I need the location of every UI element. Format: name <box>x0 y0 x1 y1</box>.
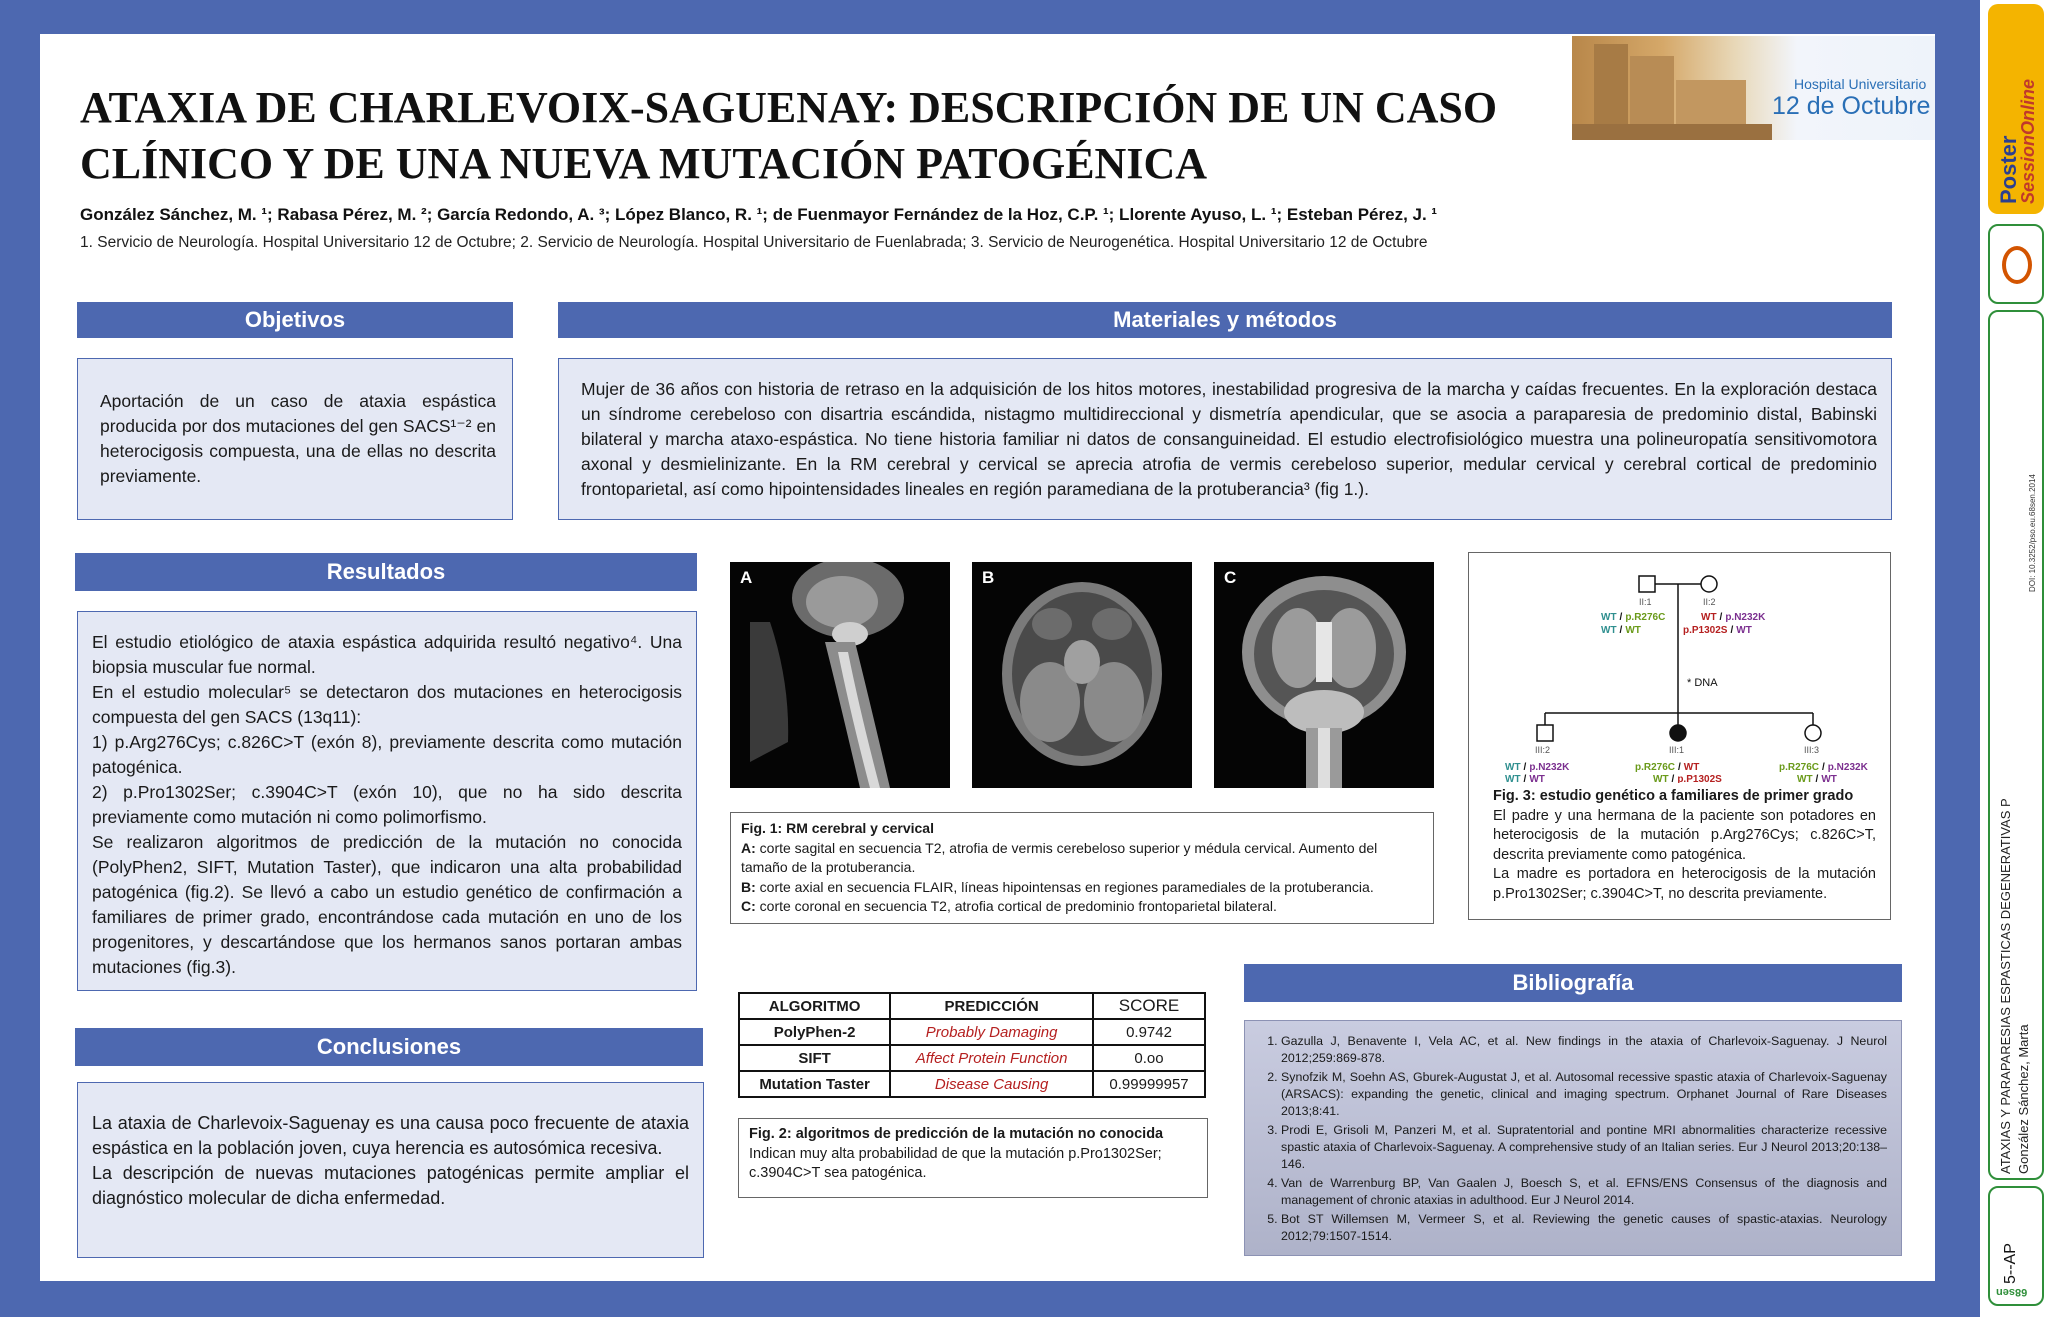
section-header-conclusiones: Conclusiones <box>75 1028 703 1066</box>
building-shape <box>1630 56 1674 124</box>
resultados-box <box>77 611 697 991</box>
fig3-p2: La madre es portadora en heterocigosis de la mutación p.Pro1302Ser; c.3904C>T, no descrita previamente. <box>1493 866 1876 902</box>
resultados-p4: 2) p.Pro1302Ser; c.3904C>T (exón 10), que no ha sido descrita previamente como mutación ni como polimorfismo. <box>92 782 682 827</box>
conclusiones-box <box>77 1082 704 1258</box>
poster-title: ATAXIA DE CHARLEVOIX-SAGUENAY: DESCRIPCIÓN DE UN CASO CLÍNICO Y DE UNA NUEVA MUTACIÓN PATOGÉNICA <box>80 83 1498 188</box>
fig1-title: Fig. 1: RM cerebral y cervical <box>741 820 934 836</box>
fig1-line-b: B: corte axial en secuencia FLAIR, líneas hipointensas en regiones paramediales de la protuberancia. <box>741 878 1374 895</box>
section-header-objetivos: Objetivos <box>77 302 513 338</box>
svg-text:WT/p.P1302S: WT / p.P1302S <box>1653 774 1722 783</box>
pedigree-father <box>1639 576 1655 592</box>
conclusiones-p1: La ataxia de Charlevoix-Saguenay es una causa poco frecuente de ataxia espástica en la población joven, cuya herencia es autosómica recesiva. <box>92 1113 689 1158</box>
fig1-caption <box>730 812 1434 924</box>
authors: González Sánchez, M. ¹; Rabasa Pérez, M. ²; García Redondo, A. ³; López Blanco, R. ¹; de Fuenmayor Fernández de la Hoz, C.P. ¹; Llorente Ayuso, L. ¹; Esteban Pérez, J. ¹ <box>80 205 1438 224</box>
table-cell: 0.99999957 <box>1093 1071 1205 1097</box>
mri-axial-image <box>972 562 1192 788</box>
sidebar-info-box <box>1988 310 2044 1180</box>
fig2-title: Fig. 2: algoritmos de predicción de la mutación no conocida <box>749 1126 1164 1142</box>
sen-code: 68sen <box>1996 1286 2028 1298</box>
doi-text: DOI: 10.3252/pso.eu.68sen.2014 <box>2028 474 2037 592</box>
table-header: ALGORITMO <box>739 993 890 1019</box>
mri-coronal-drawing <box>1214 562 1434 788</box>
table-cell: Disease Causing <box>890 1071 1093 1097</box>
pedigree-sister <box>1805 725 1821 741</box>
pedigree-id: II:1 <box>1639 597 1652 607</box>
section-header-resultados: Resultados <box>75 553 697 591</box>
objetivos-box <box>77 358 513 520</box>
table-cell: Mutation Taster <box>739 1071 890 1097</box>
resultados-p1: El estudio etiológico de ataxia espástica adquirida resultó negativo⁴. Una biopsia muscular fue normal. <box>92 632 682 677</box>
table-header: PREDICCIÓN <box>890 993 1093 1019</box>
svg-text:p.R276C/p.N232K: p.R276C / p.N232K <box>1779 762 1868 773</box>
building-shape <box>1594 44 1628 124</box>
resultados-p5: Se realizaron algoritmos de predicción de la mutación no conocida (PolyPhen2, SIFT, Mutation Taster), que indicaron una alta probabilidad patogénica (fig.2). Se llevó a cabo un estudio genético de confirmación a familiares de primer grado, encontrándose cada mutación en uno de los progenitores, y descartándose que los hermanos sanos portaran ambas mutaciones (fig.3). <box>92 832 682 977</box>
table-cell: PolyPhen-2 <box>739 1019 890 1045</box>
right-sidebar <box>1980 0 2048 1317</box>
logo-line2: 12 de Octubre <box>1772 92 1931 120</box>
algorithm-table <box>738 992 1206 1098</box>
fig1-line-a: A: corte sagital en secuencia T2, atrofia de vermis cerebeloso superior y médula cervical. Aumento del tamaño de la protuberancia. <box>741 839 1378 875</box>
sen-logo-box <box>1988 224 2044 304</box>
bibliography-item: 2. Synofzik M, Soehn AS, Gburek-Augustat J, et al. Autosomal recessive spastic ataxia of Charlevoix-Saguenay (ARSACS): expanding the genetic, clinical and imaging spectrum. Orphanet Journal of Rare Diseases 2013;8:41. <box>1281 1069 1887 1120</box>
conclusiones-p2: La descripción de nuevas mutaciones patogénicas permite ampliar el diagnóstico molecular de dicha enfermedad. <box>92 1163 689 1208</box>
fig2-caption <box>738 1118 1208 1198</box>
svg-text:p.P1302S/WT: p.P1302S / WT <box>1683 625 1752 636</box>
logo-line1: Hospital Universitario <box>1794 76 1927 92</box>
pedigree-id: III:2 <box>1535 745 1551 755</box>
bibliography-item: 1. Gazulla J, Benavente I, Vela AC, et al. New findings in the ataxia of Charlevoix-Saguenay. J Neurol 2012;259:869-878. <box>1281 1033 1887 1067</box>
fig3-p1: El padre y una hermana de la paciente son potadores en heterocigosis de la mutación p.Arg276Cys; c.826C>T, descrita previamente como patogénica. <box>1493 807 1876 863</box>
svg-text:WT/p.N232K: WT / p.N232K <box>1505 762 1570 773</box>
section-header-bibliografia: Bibliografía <box>1244 964 1902 1002</box>
brand-session: SessionOnline <box>2018 78 2038 204</box>
table-row <box>739 1045 1205 1071</box>
brand-poster: Poster <box>1996 135 2021 204</box>
bibliography-item: 5. Bot ST Willemsen M, Vermeer S, et al. Reviewing the genetic causes of spastic-ataxias. Neurology 2012;79:1507-1514. <box>1281 1211 1887 1245</box>
table-cell: SIFT <box>739 1045 890 1071</box>
poster-code: 5--AP <box>2002 1243 2019 1284</box>
bibliography-item: 3. Prodi E, Grisoli M, Panzeri M, et al. Supratentorial and pontine MRI abnormalities characterize recessive spastic ataxia of Charlevoix-Saguenay. A comprehensive study of an Italian series. Eur J Neurol 2013;20:138–146. <box>1281 1122 1887 1173</box>
table-cell: 0.9742 <box>1093 1019 1205 1045</box>
mri-label-b: B <box>982 568 995 587</box>
table-header-row <box>739 993 1205 1019</box>
materiales-text: Mujer de 36 años con historia de retraso en la adquisición de los hitos motores, inestabilidad progresiva de la marcha y caídas frecuentes. En la exploración destaca un síndrome cerebeloso con disartria escándida, nistagmo multidireccional y dismetría apendicular, que se asocia a paraparesia de predominio distal, Babinski bilateral y marcha ataxo-espástica. No tiene historia familiar ni datos de consanguineidad. El estudio electrofisiológico muestra una polineuropatía sensitivomotora axonal y desmielinizante. En la RM cerebral y cervical se aprecia atrofia de vermis cerebeloso superior, medular cervical y cerebral cortical de predominio frontoparietal, así como hipointensidades lineales en región paramediana de la protuberancia³ (fig 1.). <box>581 379 1877 499</box>
table-row <box>739 1019 1205 1045</box>
mri-label-c: C <box>1224 568 1237 587</box>
svg-text:WT/WT: WT / WT <box>1797 774 1837 783</box>
mri-axial-drawing <box>972 562 1192 788</box>
materiales-box <box>558 358 1892 520</box>
fig3-panel <box>1468 552 1891 920</box>
pedigree-proband <box>1670 725 1686 741</box>
svg-text:WT/WT: WT / WT <box>1601 625 1641 636</box>
table-header: SCORE <box>1093 993 1205 1019</box>
table-cell: 0.oo <box>1093 1045 1205 1071</box>
svg-text:WT/WT: WT / WT <box>1505 774 1545 783</box>
mri-sagittal-drawing <box>730 562 950 788</box>
sidebar-code-box <box>1988 1186 2044 1306</box>
hospital-logo <box>1572 36 1935 140</box>
svg-text:WT/p.R276C: WT / p.R276C <box>1601 612 1666 623</box>
pedigree-diagram <box>1469 553 1890 783</box>
bibliography-item: 4. Van de Warrenburg BP, Van Gaalen J, Boesch S, et al. EFNS/ENS Consensus of the diagnosis and management of chronic ataxias in adulthood. Eur J Neurol 2014. <box>1281 1175 1887 1209</box>
pedigree-dna: * DNA <box>1687 677 1718 689</box>
table-cell: Affect Protein Function <box>890 1045 1093 1071</box>
poster-session-logo <box>1988 4 2044 214</box>
section-header-materiales: Materiales y métodos <box>558 302 1892 338</box>
pedigree-mother <box>1701 576 1717 592</box>
pedigree-id: III:1 <box>1669 745 1685 755</box>
category-text: ATAXIAS Y PARAPARESIAS ESPASTICAS DEGENERATIVAS P <box>1998 798 2013 1174</box>
bibliography-list <box>1281 1033 1887 1245</box>
table-cell: Probably Damaging <box>890 1019 1093 1045</box>
author-text: González Sánchez, Marta <box>2016 1024 2031 1174</box>
objetivos-text: Aportación de un caso de ataxia espástica producida por dos mutaciones del gen SACS¹⁻² en heterocigosis compuesta, una de ellas no descrita previamente. <box>100 391 496 486</box>
sen-logo-icon <box>2002 246 2032 284</box>
mri-label-a: A <box>740 568 753 587</box>
pedigree-id: III:3 <box>1804 745 1820 755</box>
mri-coronal-image <box>1214 562 1434 788</box>
fig2-text: Indican muy alta probabilidad de que la mutación p.Pro1302Ser; c.3904C>T sea patogénica. <box>749 1145 1162 1181</box>
building-base <box>1572 124 1772 140</box>
mri-sagittal-image <box>730 562 950 788</box>
resultados-p3: 1) p.Arg276Cys; c.826C>T (exón 8), previamente descrita como mutación patogénica. <box>92 732 682 777</box>
building-shape <box>1676 80 1746 124</box>
fig3-title: Fig. 3: estudio genético a familiares de primer grado <box>1493 788 1854 804</box>
fig3-caption <box>1493 787 1876 904</box>
svg-text:WT/p.N232K: WT / p.N232K <box>1701 612 1766 623</box>
svg-text:p.R276C/WT: p.R276C / WT <box>1635 762 1700 773</box>
table-row <box>739 1071 1205 1097</box>
pedigree-brother <box>1537 725 1553 741</box>
affiliations: 1. Servicio de Neurología. Hospital Universitario 12 de Octubre; 2. Servicio de Neurología. Hospital Universitario de Fuenlabrada; 3. Servicio de Neurogenética. Hospital Universitario 12 de Octubre <box>80 234 1428 251</box>
bibliography-box <box>1244 1020 1902 1256</box>
fig1-line-c: C: corte coronal en secuencia T2, atrofia cortical de predominio frontoparietal bilateral. <box>741 898 1277 914</box>
resultados-p2: En el estudio molecular⁵ se detectaron dos mutaciones en heterocigosis compuesta del gen SACS (13q11): <box>92 682 682 727</box>
pedigree-id: II:2 <box>1703 597 1716 607</box>
